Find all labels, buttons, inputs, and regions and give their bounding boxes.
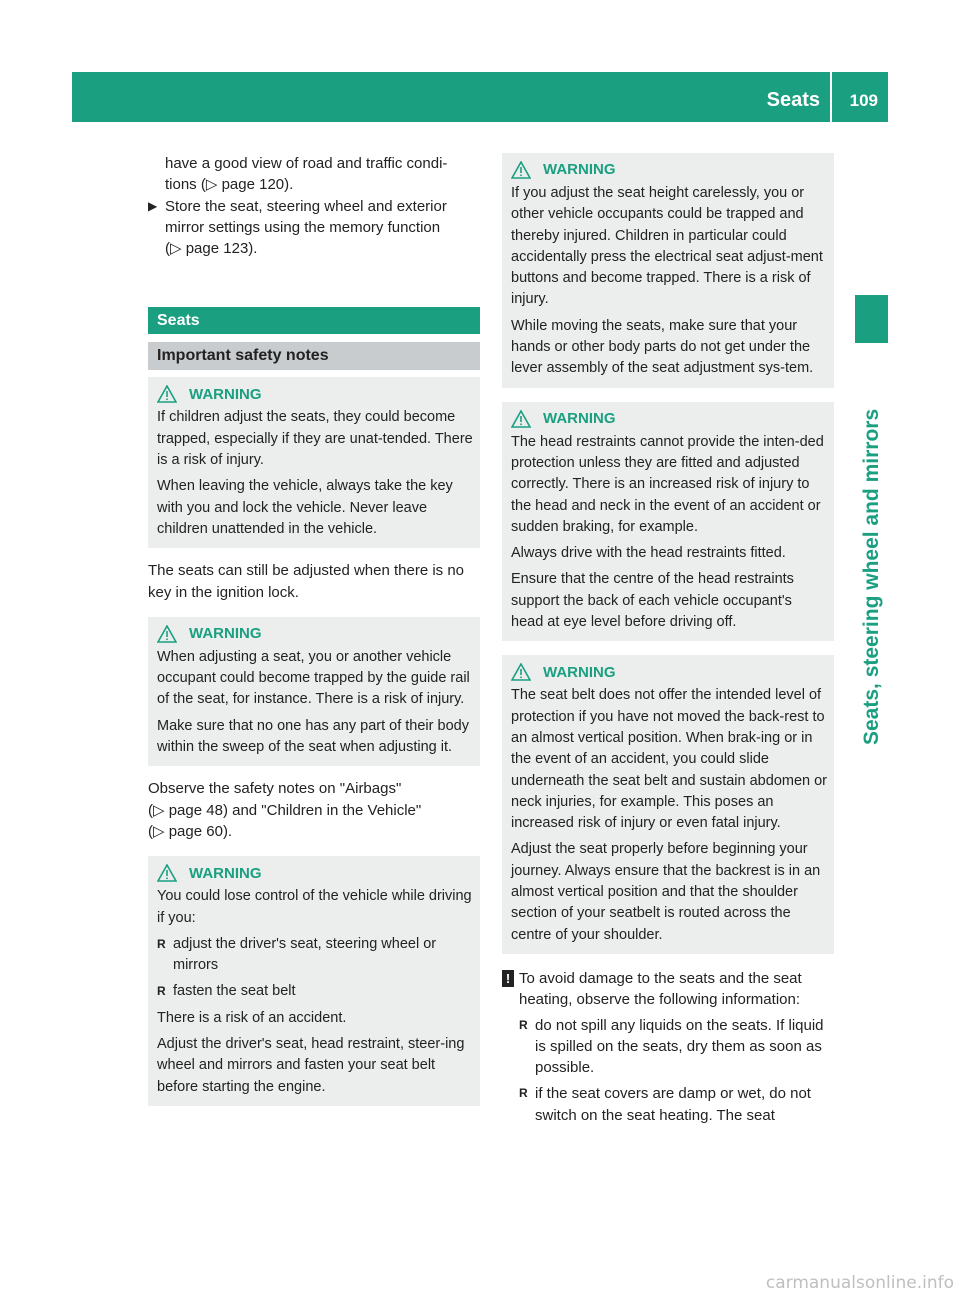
page-ref-link[interactable]: page 123). <box>185 240 258 258</box>
warning-text: When adjusting a seat, you or another vehicle occupant could become trapped by the guide rail of the seat, for instance. There is a risk of injury. <box>157 648 470 708</box>
warning-label: WARNING <box>543 663 616 681</box>
bullet-text: if the seat covers are damp or wet, do not switch on the seat heating. The seat <box>535 1085 811 1124</box>
warning-triangle-icon <box>511 161 531 179</box>
header-divider <box>830 72 832 122</box>
bullet-icon: R <box>519 1017 528 1032</box>
bullet-item <box>157 981 473 1002</box>
warning-box <box>148 856 480 1106</box>
bullet-icon: R <box>157 984 166 999</box>
warning-triangle-icon <box>511 410 531 428</box>
warning-triangle-icon <box>157 385 177 403</box>
bullet-item <box>157 934 473 977</box>
bullet-icon: R <box>519 1086 528 1101</box>
watermark: carmanualsonline.info <box>765 1272 954 1293</box>
intro-line-2: tions ( <box>165 176 206 194</box>
warning-triangle-icon <box>511 663 531 681</box>
warning-box <box>502 655 834 954</box>
warning-label: WARNING <box>189 625 262 643</box>
page-ref-link[interactable]: page 120). <box>221 176 294 194</box>
warning-heading <box>157 381 473 407</box>
warning-text: The head restraints cannot provide the inten-ded protection unless they are fitted and adjusted correctly. There is an increased risk of injury to the head and neck in the event of an accident or sudden braking, for example. <box>511 433 824 535</box>
warning-heading <box>511 659 827 685</box>
warning-heading <box>157 621 473 647</box>
warning-label: WARNING <box>543 161 616 179</box>
side-chapter-label: Seats, steering wheel and mirrors <box>860 408 883 745</box>
bullet-item <box>519 1015 834 1079</box>
warning-text: When leaving the vehicle, always take the key with you and lock the vehicle. Never leave children unattended in the vehicle. <box>157 478 453 537</box>
step-store-settings <box>148 196 480 260</box>
bullet-text: do not spill any liquids on the seats. If liquid is spilled on the seats, dry them as soon as possible. <box>535 1016 824 1077</box>
bullet-text: adjust the driver's seat, steering wheel or mirrors <box>173 935 437 974</box>
page-ref-icon: ▷ <box>153 822 165 840</box>
observe-line-1: Observe the safety notes on "Airbags" <box>148 780 402 798</box>
step-line-2: mirror settings using the memory function <box>165 218 441 236</box>
bullet-icon: R <box>157 936 166 951</box>
page-ref-link[interactable]: page 48) and "Children in the Vehicle" <box>168 801 422 819</box>
page-ref-link[interactable]: page 60). <box>168 822 233 840</box>
warning-box <box>502 402 834 642</box>
warning-triangle-icon <box>157 864 177 882</box>
bullet-text: fasten the seat belt <box>173 983 296 1000</box>
header-bar <box>72 72 888 122</box>
warning-text: Always drive with the head restraints fitted. <box>511 545 786 562</box>
step-line-3: ( <box>165 240 170 258</box>
page-ref-icon: ▷ <box>205 176 218 194</box>
warning-text: Adjust the driver's seat, head restraint, steer-ing wheel and mirrors and fasten your seat belt before starting the engine. <box>157 1036 465 1095</box>
note-text: To avoid damage to the seats and the seat heating, observe the following information: <box>519 969 802 1009</box>
body-paragraph: Observe the safety notes on "Airbags" (▷ page 48) and "Children in the Vehicle" (▷ page 60). <box>148 780 422 840</box>
warning-label: WARNING <box>189 864 262 882</box>
warning-text: There is a risk of an accident. <box>157 1009 347 1026</box>
right-column <box>502 153 834 1131</box>
warning-text: While moving the seats, make sure that your hands or other body parts do not get under the lever assembly of the seat adjustment sys-tem. <box>511 317 814 377</box>
subsection-title: Important safety notes <box>148 342 480 370</box>
warning-text: The seat belt does not offer the intended level of protection if you have not moved the back-rest to an almost vertical position. When brak-ing or in the event of an accident, you could slide underneath the seat belt and sustain abdomen or neck injuries, for example. This poses an increased risk of injury or even fatal injury. <box>511 687 828 832</box>
warning-text: Adjust the seat properly before beginning your journey. Always ensure that the backrest is in an almost vertical position and that the shoulder section of your seatbelt is routed across the centre of your shoulder. <box>511 841 821 943</box>
body-paragraph: The seats can still be adjusted when there is no key in the ignition lock. <box>148 562 465 601</box>
page-ref-icon: ▷ <box>170 240 182 258</box>
intro-line-1: have a good view of road and traffic condi- <box>165 155 448 172</box>
exclamation-icon: ! <box>502 970 514 987</box>
warning-heading <box>511 406 827 432</box>
warning-text: If you adjust the seat height carelessly, you or other vehicle occupants could be trapped and thereby injured. Children in particular could accidentally press the electrical seat adjust-ment buttons and become trapped. There is a risk of injury. <box>511 185 823 308</box>
warning-box <box>148 377 480 548</box>
step-line-1: Store the seat, steering wheel and exterior <box>165 197 447 215</box>
page-number: 109 <box>849 91 878 110</box>
side-tab <box>855 295 888 343</box>
warning-triangle-icon <box>157 625 177 643</box>
page-ref-icon: ▷ <box>153 801 165 819</box>
warning-text: Ensure that the centre of the head restraints support the back of each vehicle occupant's head at eye level before driving off. <box>511 571 794 631</box>
left-column <box>148 153 480 1106</box>
warning-text: If children adjust the seats, they could become trapped, especially if they are unat-tended. There is a risk of injury. <box>157 409 473 469</box>
warning-box <box>502 153 834 388</box>
warning-label: WARNING <box>543 410 616 428</box>
step-arrow-icon: ▶ <box>148 198 158 213</box>
warning-text: You could lose control of the vehicle while driving if you: <box>157 888 472 926</box>
warning-label: WARNING <box>189 385 262 403</box>
section-title: Seats <box>148 307 480 334</box>
warning-heading <box>157 860 473 886</box>
warning-text: Make sure that no one has any part of their body within the sweep of the seat when adjusting it. <box>157 717 469 756</box>
note-block <box>502 968 834 1126</box>
header-title: Seats <box>766 89 820 111</box>
warning-heading <box>511 157 827 183</box>
intro-continued <box>148 153 480 196</box>
bullet-item <box>519 1083 834 1126</box>
warning-box <box>148 617 480 766</box>
